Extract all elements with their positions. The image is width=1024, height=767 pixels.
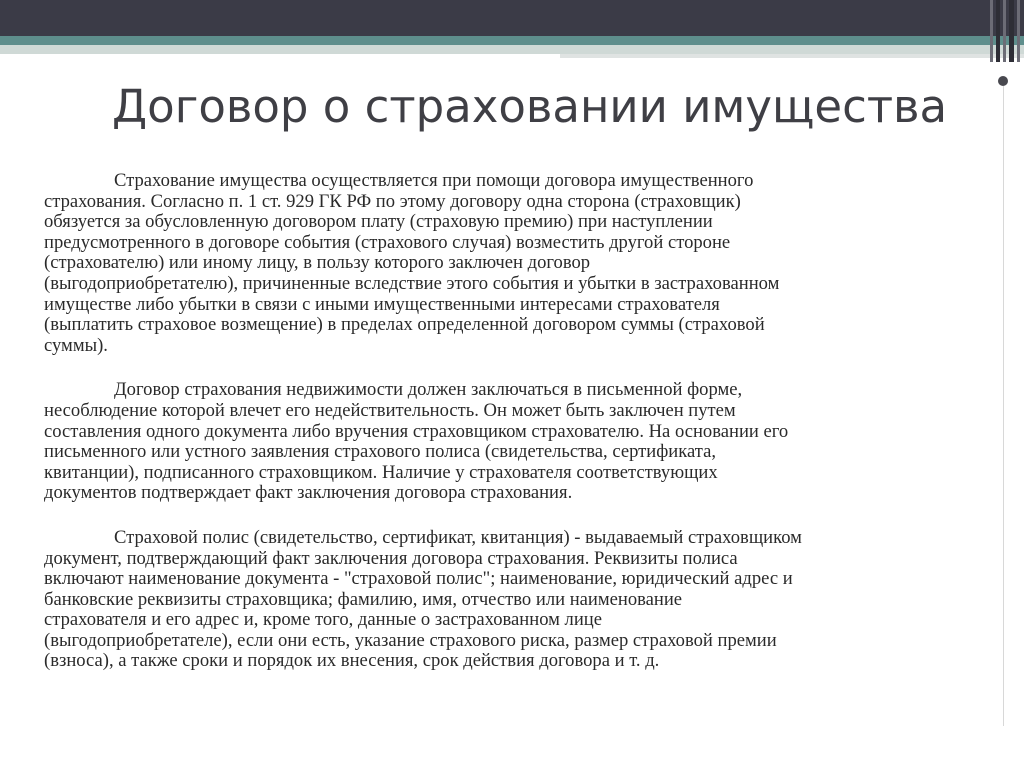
text-line: страхователя и его адрес и, кроме того, данные о застрахованном лице bbox=[44, 609, 602, 631]
top-band-gray bbox=[560, 54, 1024, 58]
text-line: Страхование имущества осуществляется при помощи договора имущественного bbox=[114, 170, 754, 191]
corner-stripe bbox=[990, 0, 993, 62]
text-line: Договор страхования недвижимости должен заключаться в письменной форме, bbox=[114, 379, 743, 401]
bullet-marker-icon bbox=[998, 76, 1008, 86]
text-line: (выплатить страховое возмещение) в пределах определенной договором суммы (страховой bbox=[44, 314, 765, 336]
paragraph bbox=[44, 528, 1016, 672]
text-line: Страховой полис (свидетельство, сертификат, квитанция) - выдаваемый страховщиком bbox=[114, 526, 802, 548]
text-line: страхования. Согласно п. 1 ст. 929 ГК РФ по этому договору одна сторона (страховщик) bbox=[44, 190, 741, 212]
text-line: включают наименование документа - "страховой полис"; наименование, юридический адрес и bbox=[44, 568, 793, 590]
corner-stripe bbox=[1003, 0, 1006, 62]
slide-title: Договор о страховании имущества bbox=[112, 80, 948, 133]
top-band-light bbox=[0, 45, 1024, 54]
corner-stripe bbox=[996, 0, 1000, 62]
paragraph bbox=[44, 380, 1016, 504]
text-line: письменного или устного заявления страхового полиса (свидетельства, сертификата, bbox=[44, 441, 716, 463]
text-line: составления одного документа либо вручения страховщиком страхователю. На основании его bbox=[44, 420, 789, 442]
text-line: документов подтверждает факт заключения договора страхования. bbox=[44, 482, 573, 504]
text-line: банковские реквизиты страховщика; фамилию, имя, отчество или наименование bbox=[44, 588, 683, 610]
text-line: имуществе либо убытки в связи с иными имущественными интересами страхователя bbox=[44, 293, 720, 315]
text-line: предусмотренного в договоре события (страхового случая) возместить другой стороне bbox=[44, 231, 731, 253]
text-line: (страхователю) или иному лицу, в пользу которого заключен договор bbox=[44, 252, 591, 274]
text-line: (взноса), а также сроки и порядок их внесения, срок действия договора и т. д. bbox=[44, 650, 660, 672]
top-band-dark bbox=[0, 0, 1024, 36]
top-band-teal bbox=[0, 36, 1024, 45]
corner-stripe bbox=[1009, 0, 1014, 62]
corner-stripe bbox=[1017, 0, 1020, 62]
paragraph bbox=[44, 171, 1016, 356]
text-line: квитанции), подписанного страховщиком. Наличие у страхователя соответствующих bbox=[44, 461, 718, 483]
text-line: суммы). bbox=[44, 334, 108, 356]
slide-body bbox=[44, 171, 1016, 696]
text-line: (выгодоприобретателю), причиненные вследствие этого события и убытки в застрахованном bbox=[44, 272, 780, 294]
text-line: (выгодоприобретателе), если они есть, указание страхового риска, размер страховой премии bbox=[44, 629, 777, 651]
text-line: обязуется за обусловленную договором плату (страховую премию) при наступлении bbox=[44, 211, 713, 233]
text-line: документ, подтверждающий факт заключения договора страхования. Реквизиты полиса bbox=[44, 547, 738, 569]
text-line: несоблюдение которой влечет его недействительность. Он может быть заключен путем bbox=[44, 399, 736, 421]
